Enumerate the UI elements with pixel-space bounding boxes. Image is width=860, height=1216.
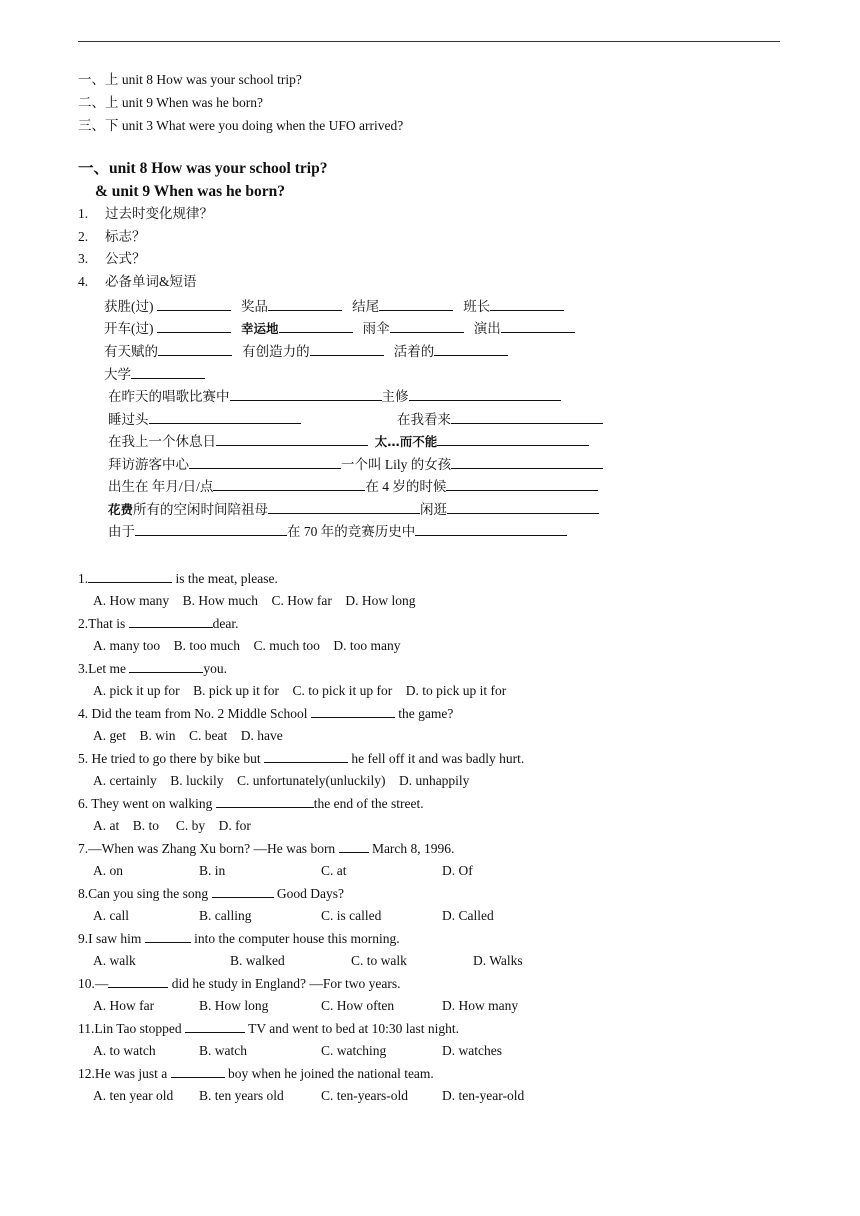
option-d: D. Called bbox=[442, 908, 494, 923]
vocab-label: 大学 bbox=[104, 367, 131, 382]
phrase-row-6: 花费所有的空闲时间陪祖母 闲逛 bbox=[108, 500, 599, 519]
vocab-label: 班长 bbox=[463, 299, 491, 314]
answer-blank[interactable] bbox=[447, 500, 599, 514]
answer-blank[interactable] bbox=[131, 365, 205, 379]
answer-blank[interactable] bbox=[189, 455, 341, 469]
option-d: D. ten-year-old bbox=[442, 1088, 525, 1103]
vocab-label: 奖品 bbox=[241, 299, 268, 314]
answer-blank[interactable] bbox=[390, 319, 464, 333]
question-3-options: A. pick it up for B. pick up it for C. to pick it up for D. to pick up it for bbox=[93, 683, 507, 698]
vocab-label: 雨伞 bbox=[362, 321, 390, 336]
phrase-row-7: 由于 在 70 年的竞赛历史中 bbox=[108, 522, 567, 541]
answer-blank[interactable] bbox=[157, 319, 231, 333]
option-a: A. on bbox=[93, 863, 123, 878]
vocab-label: 获胜(过) bbox=[104, 299, 154, 314]
option-a: A. call bbox=[93, 908, 129, 923]
vocab-row-4 bbox=[104, 365, 205, 384]
point-3: 3. 公式？ bbox=[78, 251, 146, 266]
question-4: 4. Did the team from No. 2 Middle School the game? bbox=[78, 706, 454, 721]
option-b: B. ten years old bbox=[199, 1088, 284, 1103]
section-title: 一、unit 8 How was your school trip? bbox=[78, 160, 328, 177]
answer-blank[interactable] bbox=[264, 749, 348, 763]
answer-blank[interactable] bbox=[409, 387, 561, 401]
answer-blank[interactable] bbox=[490, 297, 564, 311]
vocab-label: 活着的 bbox=[393, 344, 435, 359]
question-5: 5. He tried to go there by bike but he fell off it and was badly hurt. bbox=[78, 751, 525, 766]
question-3: 3.Let me you. bbox=[78, 661, 227, 676]
answer-blank[interactable] bbox=[311, 704, 395, 718]
answer-blank[interactable] bbox=[446, 477, 598, 491]
option-c: C. How often bbox=[321, 998, 395, 1013]
answer-blank[interactable] bbox=[216, 432, 368, 446]
answer-blank[interactable] bbox=[268, 500, 420, 514]
option-b: B. watch bbox=[199, 1043, 247, 1058]
answer-blank[interactable] bbox=[230, 387, 382, 401]
question-6-options: A. at B. to C. by D. for bbox=[93, 818, 251, 833]
phrase-row-1: 在昨天的唱歌比赛中 主修 bbox=[108, 387, 561, 406]
answer-blank[interactable] bbox=[88, 569, 172, 583]
answer-blank[interactable] bbox=[268, 297, 342, 311]
question-1: 1. is the meat, please. bbox=[78, 571, 278, 586]
phrase-row-2b: 在我看来 bbox=[397, 410, 603, 429]
option-b: B. calling bbox=[199, 908, 252, 923]
vocab-label: 开车(过) bbox=[104, 321, 154, 336]
vocab-label: 演出 bbox=[473, 321, 501, 336]
answer-blank[interactable] bbox=[129, 614, 213, 628]
header-rule bbox=[78, 41, 780, 42]
vocab-row-1 bbox=[104, 297, 564, 316]
option-a: A. ten year old bbox=[93, 1088, 174, 1103]
answer-blank[interactable] bbox=[451, 410, 603, 424]
answer-blank[interactable] bbox=[157, 297, 231, 311]
question-1-options: A. How many B. How much C. How far D. How long bbox=[93, 593, 416, 608]
option-b: B. in bbox=[199, 863, 226, 878]
toc-item-1: 一、上 unit 8 How was your school trip? bbox=[78, 72, 302, 87]
answer-blank[interactable] bbox=[171, 1064, 225, 1078]
toc-item-3: 三、下 unit 3 What were you doing when the UFO arrived? bbox=[78, 118, 404, 133]
answer-blank[interactable] bbox=[379, 297, 453, 311]
option-d: D. Of bbox=[442, 863, 473, 878]
section-subtitle: & unit 9 When was he born? bbox=[95, 183, 286, 200]
question-10: 10.— did he study in England? —For two years. bbox=[78, 976, 401, 991]
vocab-label: 幸运地 bbox=[241, 321, 279, 336]
answer-blank[interactable] bbox=[212, 884, 274, 898]
phrase-row-2: 睡过头 bbox=[108, 410, 301, 429]
answer-blank[interactable] bbox=[451, 455, 603, 469]
answer-blank[interactable] bbox=[437, 432, 589, 446]
option-d: D. watches bbox=[442, 1043, 502, 1058]
question-8: 8.Can you sing the song Good Days? bbox=[78, 886, 344, 901]
answer-blank[interactable] bbox=[145, 929, 191, 943]
answer-blank[interactable] bbox=[339, 839, 369, 853]
option-d: D. How many bbox=[442, 998, 519, 1013]
vocab-row-3 bbox=[104, 342, 508, 361]
question-2: 2.That is dear. bbox=[78, 616, 239, 631]
question-7: 7.—When was Zhang Xu born? —He was born March 8, 1996. bbox=[78, 841, 455, 856]
option-c: C. ten-years-old bbox=[321, 1088, 408, 1103]
point-2: 2. 标志？ bbox=[78, 229, 146, 244]
option-a: A. to watch bbox=[93, 1043, 156, 1058]
option-d: D. Walks bbox=[473, 953, 523, 968]
answer-blank[interactable] bbox=[129, 659, 203, 673]
answer-blank[interactable] bbox=[279, 319, 353, 333]
option-a: A. How far bbox=[93, 998, 155, 1013]
option-c: C. at bbox=[321, 863, 347, 878]
answer-blank[interactable] bbox=[415, 522, 567, 536]
option-c: C. is called bbox=[321, 908, 382, 923]
question-11: 11.Lin Tao stopped TV and went to bed at 10:30 last night. bbox=[78, 1021, 460, 1036]
phrase-row-4: 拜访游客中心 一个叫 Lily 的女孩 bbox=[108, 455, 603, 474]
option-a: A. walk bbox=[93, 953, 136, 968]
phrase-row-5: 出生在 年月/日/点 在 4 岁的时候 bbox=[108, 477, 598, 496]
question-4-options: A. get B. win C. beat D. have bbox=[93, 728, 283, 743]
option-c: C. to walk bbox=[351, 953, 407, 968]
option-c: C. watching bbox=[321, 1043, 387, 1058]
question-6: 6. They went on walking the end of the street. bbox=[78, 796, 424, 811]
answer-blank[interactable] bbox=[310, 342, 384, 356]
answer-blank[interactable] bbox=[434, 342, 508, 356]
vocab-row-2 bbox=[104, 319, 575, 338]
phrase-row-3: 在我上一个休息日 太…而不能 bbox=[108, 432, 589, 451]
vocab-label: 有创造力的 bbox=[242, 344, 310, 359]
answer-blank[interactable] bbox=[108, 974, 168, 988]
point-1: 1. 过去时变化规律？ bbox=[78, 206, 213, 221]
option-b: B. How long bbox=[199, 998, 269, 1013]
answer-blank[interactable] bbox=[213, 477, 365, 491]
toc-item-2: 二、上 unit 9 When was he born? bbox=[78, 95, 263, 110]
question-9: 9.I saw him into the computer house this morning. bbox=[78, 931, 400, 946]
answer-blank[interactable] bbox=[158, 342, 232, 356]
vocab-label: 结尾 bbox=[352, 299, 380, 314]
question-5-options: A. certainly B. luckily C. unfortunately(unluckily) D. unhappily bbox=[93, 773, 470, 788]
point-4: 4. 必备单词&短语 bbox=[78, 274, 197, 289]
answer-blank[interactable] bbox=[149, 410, 301, 424]
answer-blank[interactable] bbox=[501, 319, 575, 333]
answer-blank[interactable] bbox=[185, 1019, 245, 1033]
answer-blank[interactable] bbox=[216, 794, 314, 808]
question-12: 12.He was just a boy when he joined the national team. bbox=[78, 1066, 434, 1081]
vocab-label: 有天赋的 bbox=[104, 344, 158, 359]
option-b: B. walked bbox=[230, 953, 285, 968]
question-2-options: A. many too B. too much C. much too D. too many bbox=[93, 638, 401, 653]
answer-blank[interactable] bbox=[135, 522, 287, 536]
